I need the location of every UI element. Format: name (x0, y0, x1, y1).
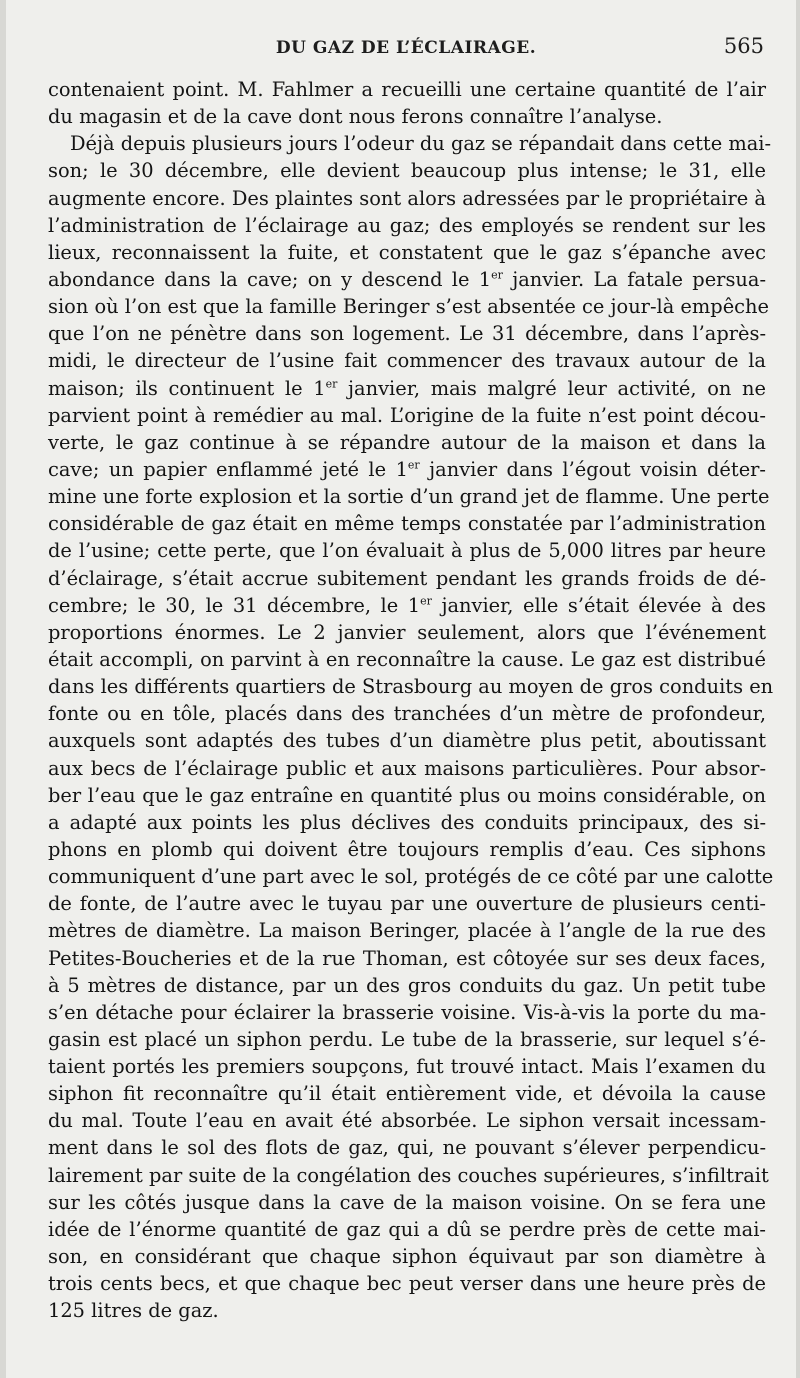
text-line: idée de l’énorme quantité de gaz qui a dû se perdre près de cette mai- (48, 1217, 766, 1241)
text-line: sion où l’on est que la famille Beringer s’est absentée ce jour-là empêche (48, 295, 770, 319)
text-line: taient portés les premiers soupçons, fut trouvé intact. Mais l’examen du (48, 1055, 766, 1079)
running-head (46, 34, 766, 68)
running-title: DU GAZ DE L’ÉCLAIRAGE. (275, 38, 537, 58)
text-line: cembre; le 30, le 31 décembre, le 1er janvier, elle s’était élevée à des (48, 593, 766, 617)
text-line: de fonte, de l’autre avec le tuyau par une ouverture de plusieurs centi- (48, 892, 766, 916)
text-line: a adapté aux points les plus déclives des conduits principaux, des si- (48, 810, 766, 834)
text-line: de l’usine; cette perte, que l’on évaluait à plus de 5,000 litres par heure (48, 539, 766, 563)
text-line: communiquent d’une part avec le sol, protégés de ce côté par une calotte (48, 865, 774, 889)
text-line: dans les différents quartiers de Strasbourg au moyen de gros conduits en (48, 675, 774, 699)
text-line: phons en plomb qui doivent être toujours remplis d’eau. Ces siphons (48, 837, 766, 861)
text-line: du magasin et de la cave dont nous ferons connaître l’analyse. (48, 105, 663, 129)
text-line: s’en détache pour éclairer la brasserie voisine. Vis-à-vis la porte du ma- (48, 1000, 766, 1024)
text-line: abondance dans la cave; on y descend le 1er janvier. La fatale persua- (48, 267, 766, 291)
text-line: trois cents becs, et que chaque bec peut verser dans une heure près de (48, 1272, 766, 1296)
text-line: à 5 mètres de distance, par un des gros conduits du gaz. Un petit tube (48, 973, 766, 997)
text-line: maison; ils continuent le 1er janvier, mais malgré leur activité, on ne (48, 376, 767, 400)
text-line: gasin est placé un siphon perdu. Le tube de la brasserie, sur lequel s’é- (48, 1027, 766, 1051)
text-line: augmente encore. Des plaintes sont alors adressées par le propriétaire à (48, 186, 766, 210)
text-line: était accompli, on parvint à en reconnaître la cause. Le gaz est distribué (48, 647, 766, 671)
text-line: proportions énormes. Le 2 janvier seulement, alors que l’événement (48, 620, 766, 644)
text-line: auxquels sont adaptés des tubes d’un diamètre plus petit, aboutissant (48, 729, 766, 753)
text-line: fonte ou en tôle, placés dans des tranchées d’un mètre de profondeur, (48, 702, 766, 726)
text-line: ber l’eau que le gaz entraîne en quantité plus ou moins considérable, on (48, 783, 766, 807)
text-line: lieux, reconnaissent la fuite, et constatent que le gaz s’épanche avec (48, 240, 766, 264)
text-line: ment dans le sol des flots de gaz, qui, ne pouvant s’élever perpendicu- (48, 1136, 766, 1160)
text-line: lairement par suite de la congélation des couches supérieures, s’infiltrait (48, 1163, 769, 1187)
text-line: siphon fit reconnaître qu’il était entièrement vide, et dévoila la cause (48, 1082, 766, 1106)
page-number: 565 (723, 34, 764, 58)
text-line: Déjà depuis plusieurs jours l’odeur du gaz se répandait dans cette mai- (70, 132, 772, 156)
text-line: considérable de gaz était en même temps constatée par l’administration (48, 512, 766, 536)
text-line: que l’on ne pénètre dans son logement. Le 31 décembre, dans l’après- (48, 322, 766, 346)
text-line: son, en considérant que chaque siphon équivaut par son diamètre à (48, 1245, 766, 1269)
text-line: Petites-Boucheries et de la rue Thoman, est côtoyée sur ses deux faces, (48, 946, 766, 970)
text-line: d’éclairage, s’était accrue subitement pendant les grands froids de dé- (48, 566, 766, 590)
body-text (48, 76, 774, 1324)
text-line: parvient point à remédier au mal. L’origine de la fuite n’est point décou- (48, 403, 766, 427)
text-line: du mal. Toute l’eau en avait été absorbée. Le siphon versait incessam- (48, 1109, 766, 1133)
text-line: mine une forte explosion et la sortie d’un grand jet de flamme. Une perte (48, 485, 770, 509)
text-line: 125 litres de gaz. (48, 1299, 219, 1323)
text-line: aux becs de l’éclairage public et aux maisons particulières. Pour absor- (48, 756, 766, 780)
text-line: verte, le gaz continue à se répandre autour de la maison et dans la (48, 430, 766, 454)
text-line: son; le 30 décembre, elle devient beaucoup plus intense; le 31, elle (48, 159, 766, 183)
text-line: sur les côtés jusque dans la cave de la maison voisine. On se fera une (48, 1190, 766, 1214)
text-line: l’administration de l’éclairage au gaz; des employés se rendent sur les (48, 213, 766, 237)
text-line: mètres de diamètre. La maison Beringer, placée à l’angle de la rue des (48, 919, 766, 943)
text-line: midi, le directeur de l’usine fait commencer des travaux autour de la (48, 349, 766, 373)
text-line: cave; un papier enflammé jeté le 1er janvier dans l’égout voisin déter- (48, 457, 766, 481)
text-line: contenaient point. M. Fahlmer a recueilli une certaine quantité de l’air (48, 78, 766, 101)
